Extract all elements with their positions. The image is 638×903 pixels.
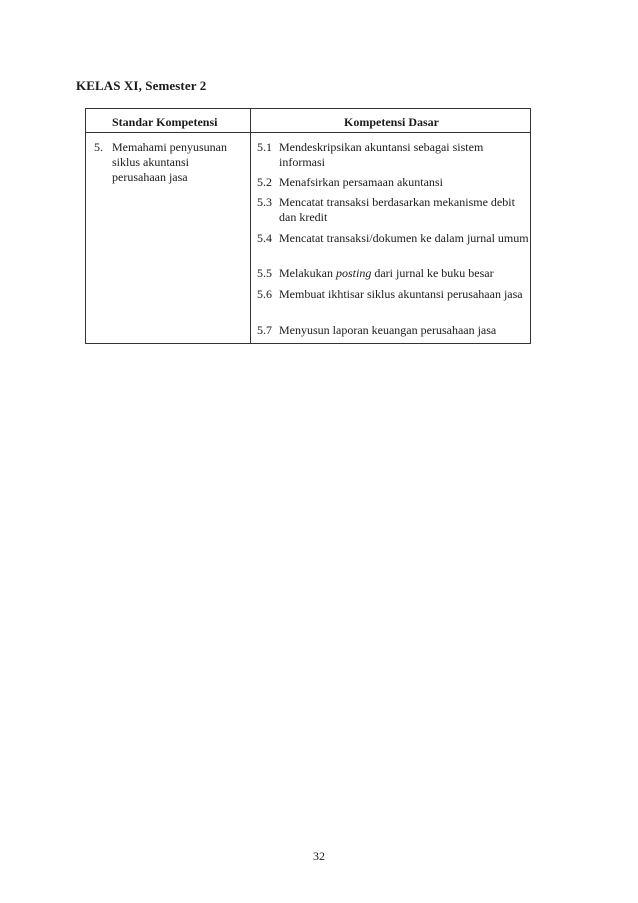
standar-number: 5. <box>94 140 103 154</box>
kompetensi-text <box>279 266 531 281</box>
kompetensi-number: 5.7 <box>257 323 272 337</box>
kompetensi-text: Menafsirkan persamaan akuntansi <box>279 175 443 189</box>
posting-text-before: Melakukan <box>279 266 336 280</box>
kompetensi-text: Mencatat transaksi berdasarkan mekanisme debit dan kredit <box>279 195 515 224</box>
standar-text: Memahami penyusunan siklus akuntansi perusahaan jasa <box>112 140 227 184</box>
kompetensi-number: 5.4 <box>257 231 272 245</box>
kompetensi-number: 5.2 <box>257 175 272 189</box>
page-heading: KELAS XI, Semester 2 <box>76 78 207 93</box>
kompetensi-text: Membuat ikhtisar siklus akuntansi perusahaan jasa <box>279 287 523 301</box>
posting-text-after: dari jurnal ke buku besar <box>371 266 494 280</box>
posting-term: posting <box>335 266 372 280</box>
kompetensi-text: Mencatat transaksi/dokumen ke dalam jurnal umum <box>279 231 529 245</box>
kompetensi-number: 5.3 <box>257 195 272 209</box>
header-standar-kompetensi: Standar Kompetensi <box>112 115 218 129</box>
page-number: 32 <box>313 849 325 863</box>
kompetensi-number: 5.5 <box>257 266 272 280</box>
kompetensi-text: Menyusun laporan keuangan perusahaan jasa <box>279 323 497 337</box>
competency-table <box>85 108 531 344</box>
header-rule <box>86 132 530 133</box>
column-divider <box>250 109 251 343</box>
header-kompetensi-dasar: Kompetensi Dasar <box>344 115 439 129</box>
kompetensi-text: Mendeskripsikan akuntansi sebagai sistem informasi <box>279 140 484 169</box>
kompetensi-number: 5.1 <box>257 140 272 154</box>
kompetensi-number: 5.6 <box>257 287 272 301</box>
